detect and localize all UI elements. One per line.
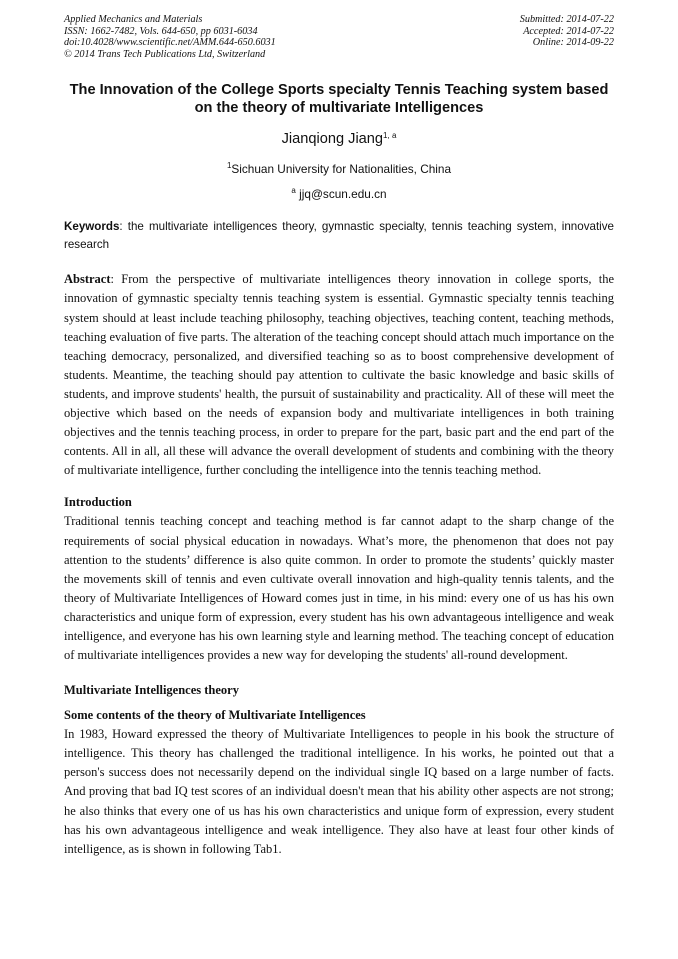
- mi-theory-paragraph: In 1983, Howard expressed the theory of Multivariate Intelligences to people in his book the structure of intelligence. This theory has challenged the traditional intelligence. In his works, he pointed out that a person's success does not necessarily depend on the individual single IQ based on a large number of facts. And proving that bad IQ test scores of an individual doesn't mean that his ability other aspects are not strong; he also thinks that every one of us has his own characteristics and unique form of expression, every student has his own advantageous intelligence and weak intelligence. They also have at least four other kinds of intelligence, as is shown in following Tab1.: [64, 727, 614, 856]
- keywords-text: : the multivariate intelligences theory, gymnastic specialty, tennis teaching system, innovative research: [64, 220, 614, 252]
- affiliation-text: Sichuan University for Nationalities, China: [231, 162, 452, 177]
- keywords-paragraph: [64, 218, 614, 254]
- doi-line: doi:10.4028/www.scientific.net/AMM.644-650.6031: [64, 37, 276, 49]
- introduction-paragraph: Traditional tennis teaching concept and teaching method is far cannot adapt to the sharp change of the requirements of social physical education in nowadays. What’s more, the phenomenon that does not pay attention to the students’ difference is also quite common. In order to promote the students’ quickly master the movements skill of tennis and even cultivate overall innovation and high-quality tennis talents, and the theory of Multivariate Intelligences of Howard comes just in time, in his mind: every one of us has his own characteristics and unique form of expression, every student has his own advantageous intelligence and weak intelligence, and everyone has his own learning style and learning method. The teaching concept of education of multivariate intelligences provides a new way for developing the students' all-round development.: [64, 514, 614, 663]
- keywords-label: Keywords: [64, 220, 120, 234]
- journal-info: [64, 14, 276, 60]
- author-superscript: 1, a: [383, 131, 397, 141]
- email-address: jjq@scun.edu.cn: [299, 187, 387, 202]
- email-superscript: a: [291, 186, 296, 196]
- affiliation-line: [64, 162, 614, 176]
- accepted-date: Accepted: 2014-07-22: [523, 25, 614, 37]
- mi-theory-subheading: Some contents of the theory of Multivariate Intelligences: [64, 708, 366, 723]
- email-line: [64, 187, 614, 201]
- author-name: Jianqiong Jiang: [281, 131, 384, 148]
- abstract-label: Abstract: [64, 272, 111, 287]
- publication-dates: [520, 14, 614, 60]
- introduction-heading: Introduction: [64, 495, 132, 510]
- copyright-line: © 2014 Trans Tech Publications Ltd, Switzerland: [64, 48, 266, 60]
- paper-page: [64, 14, 614, 859]
- paper-title: The Innovation of the College Sports specialty Tennis Teaching system based on the theory of multivariate Intelligences: [69, 82, 609, 117]
- issn-line: ISSN: 1662-7482, Vols. 644-650, pp 6031-6034: [64, 25, 258, 37]
- abstract-text: : From the perspective of multivariate intelligences theory innovation in college sports, the innovation of gymnastic specialty tennis teaching system is essential. Gymnastic specialty tennis teaching system should at least include teaching philosophy, teaching objectives, teaching content, teaching methods, teaching evaluation of five parts. The alteration of the teaching concept should attach much importance on the teaching democracy, personalized, and diversified teaching so as to boost comprehensive development of students. Meantime, the teaching should pay attention to cultivate the basic knowledge and basic skills of students, and improve students' health, the pursuit of sustainability and practicality. All of these will meet the objective which based on the needs of expansion body and multivariate intelligences in both training objectives and the tennis teaching process, in order to prepare for the part, basic part and the end part of the contents. All in all, all these will advance the overall development of students and combining with the theory of multivariate intelligence, further concluding the intelligence into the tennis teaching method.: [64, 272, 614, 478]
- online-date: Online: 2014-09-22: [532, 37, 614, 49]
- abstract-paragraph: [64, 270, 614, 480]
- mi-theory-heading: Multivariate Intelligences theory: [64, 683, 239, 698]
- journal-header: [64, 14, 614, 60]
- submitted-date: Submitted: 2014-07-22: [519, 14, 614, 25]
- journal-name: Applied Mechanics and Materials: [64, 14, 203, 25]
- affiliation-superscript: 1: [226, 161, 232, 171]
- author-line: [64, 130, 614, 148]
